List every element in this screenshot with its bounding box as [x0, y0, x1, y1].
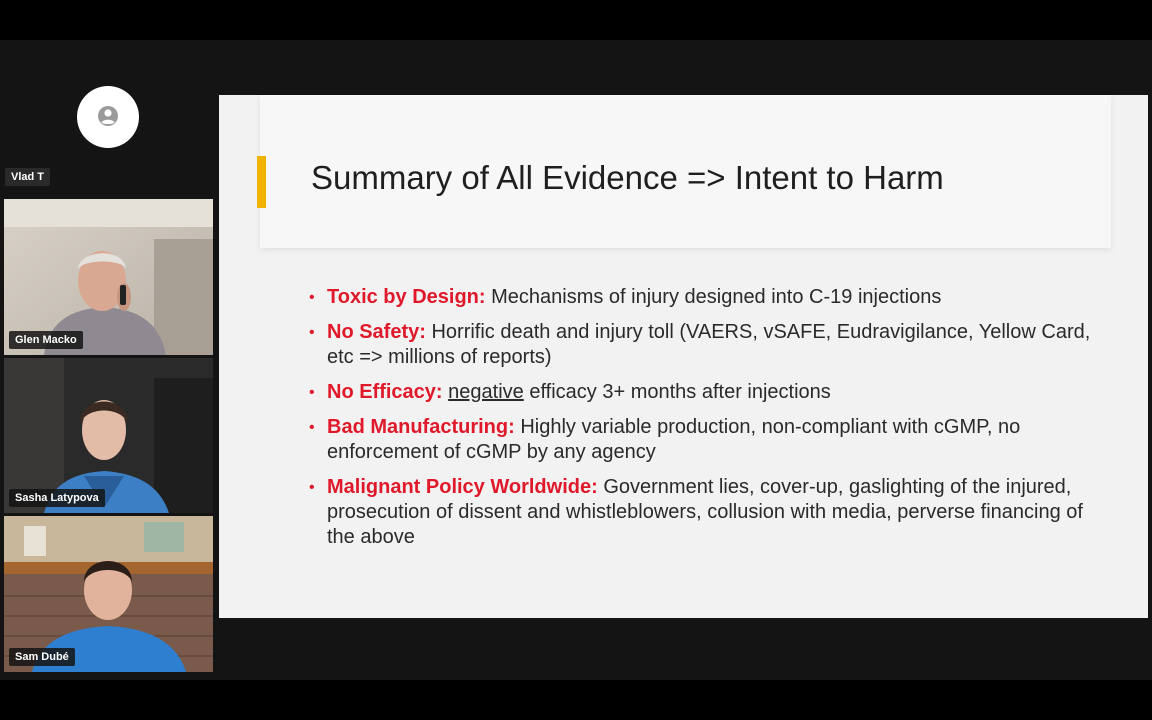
slide-bullet: [309, 380, 1099, 405]
bullet-icon: •: [309, 419, 315, 436]
bullet-icon: •: [309, 384, 315, 401]
slide-title: Summary of All Evidence => Intent to Harm: [311, 159, 944, 196]
participant-name: Glen Macko: [9, 331, 83, 349]
participant-tile-sam[interactable]: [4, 516, 213, 672]
participant-tile-vlad[interactable]: [4, 40, 213, 196]
bullet-text: Highly variable production, non-compliant with cGMP, no enforcement of cGMP by any agency: [327, 416, 1021, 463]
bullet-icon: •: [309, 479, 315, 496]
participant-gallery: [0, 40, 216, 680]
avatar: [77, 86, 139, 148]
participant-name: Sam Dubé: [9, 648, 75, 666]
bullet-icon: •: [309, 324, 315, 341]
slide-bullet: [309, 320, 1099, 370]
bullet-key: Bad Manufacturing:: [327, 416, 515, 438]
bullet-text: Government lies, cover-up, gaslighting of the injured, prosecution of dissent and whistleblowers, collusion with media, perverse financing of the above: [327, 476, 1083, 548]
bullet-key: No Safety:: [327, 321, 426, 343]
title-accent-bar: [257, 156, 266, 208]
bullet-key: Toxic by Design:: [327, 286, 486, 308]
slide-bullet-list: [309, 285, 1099, 560]
slide-bullet: [309, 475, 1099, 550]
bullet-emphasis: negative: [448, 381, 524, 403]
bullet-text: Mechanisms of injury designed into C-19 injections: [485, 286, 942, 308]
bullet-text: Horrific death and injury toll (VAERS, vSAFE, Eudravigilance, Yellow Card, etc => millions of reports): [327, 321, 1091, 368]
bullet-key: Malignant Policy Worldwide:: [327, 476, 598, 498]
participant-tile-glen[interactable]: [4, 199, 213, 355]
shared-slide: [219, 95, 1148, 618]
participant-name: Vlad T: [5, 168, 50, 186]
participant-tile-sasha[interactable]: [4, 358, 213, 513]
bullet-text: efficacy 3+ months after injections: [523, 381, 831, 403]
participant-name: Sasha Latypova: [9, 489, 105, 507]
bullet-icon: •: [309, 289, 315, 306]
slide-bullet: [309, 415, 1099, 465]
bullet-key: No Efficacy:: [327, 381, 443, 403]
slide-bullet: [309, 285, 1099, 310]
user-icon: [98, 105, 118, 127]
